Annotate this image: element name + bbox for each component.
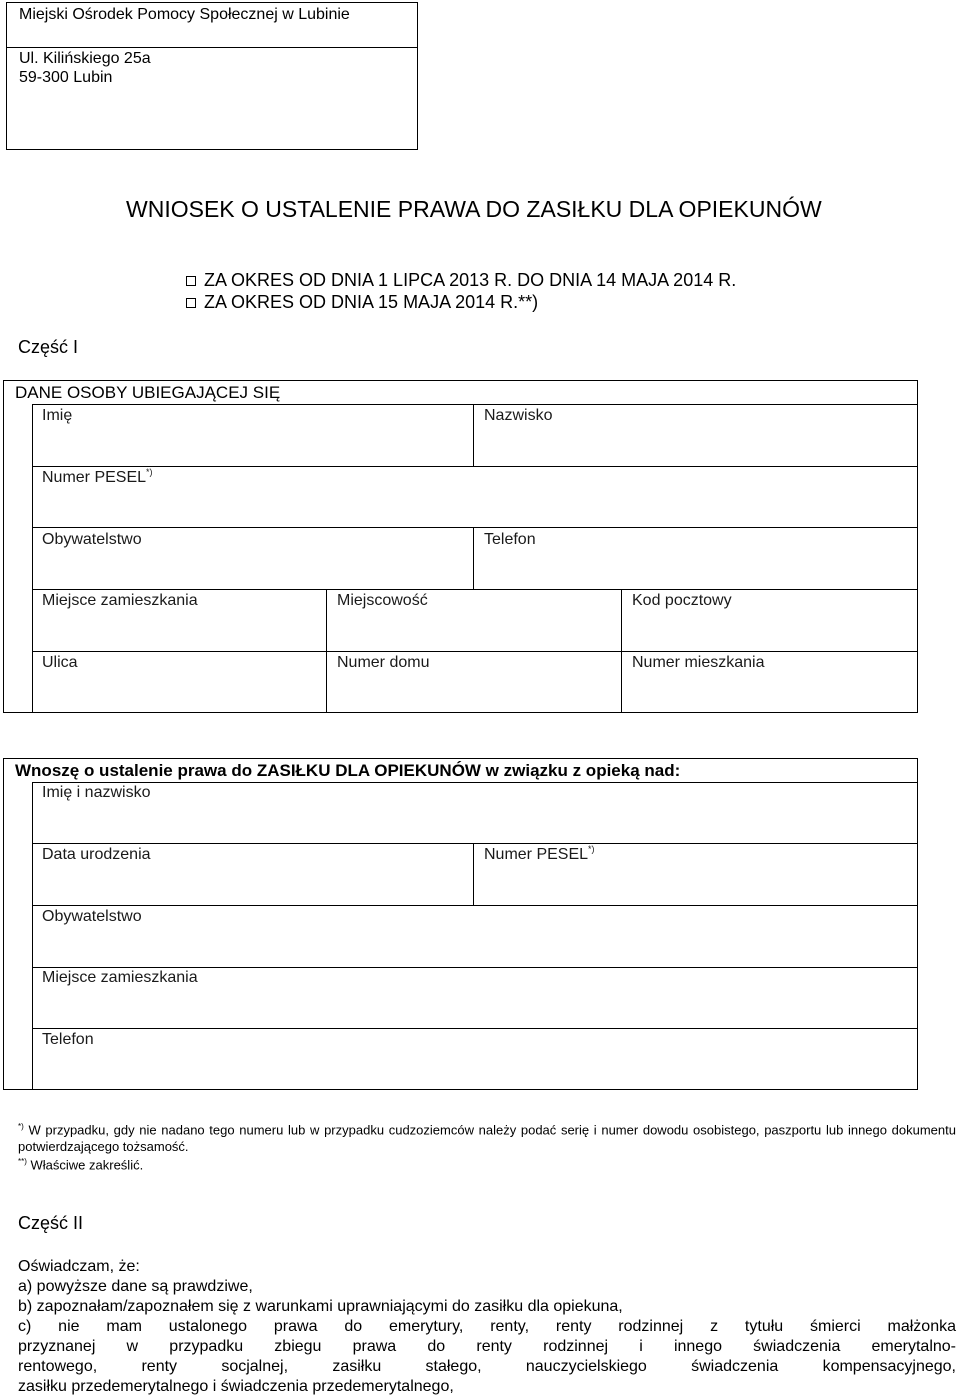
period-2-checkbox[interactable] [186,298,196,308]
declaration-item-b: b) zapoznałam/zapoznałem się z warunkami uprawniającymi do zasiłku dla opiekuna, [18,1298,623,1315]
field-phone[interactable]: Telefon [484,531,536,548]
care-field-birth-date[interactable]: Data urodzenia [42,846,151,863]
period-1-checkbox[interactable] [186,276,196,286]
field-house-number[interactable]: Numer domu [337,654,430,671]
period-2-label: ZA OKRES OD DNIA 15 MAJA 2014 R.**) [204,292,539,312]
institution-street: Ul. Kilińskiego 25a [19,50,151,67]
declaration-item-c-line4: zasiłku przedemerytalnego i świadczenia przedemerytalnego, [18,1378,454,1395]
part-2-heading: Część II [18,1213,84,1233]
field-locality[interactable]: Miejscowość [337,592,428,609]
field-residence[interactable]: Miejsce zamieszkania [42,592,198,609]
footnote-2: **) Właściwe zakreślić. [18,1157,144,1173]
declaration-item-c-line2: przyznanej w przypadku zbiegu prawa do renty rodzinnej i innego świadczenia emerytalno- [18,1338,956,1355]
field-pesel[interactable]: Numer PESEL*) [42,467,153,486]
field-last-name[interactable]: Nazwisko [484,407,553,424]
form-title: WNIOSEK O USTALENIE PRAWA DO ZASIŁKU DLA OPIEKUNÓW [126,196,822,222]
care-field-residence[interactable]: Miejsce zamieszkania [42,969,198,986]
footnote-1: *) W przypadku, gdy nie nadano tego numeru lub w przypadku cudzoziemców należy podać serię i numer dowodu osobistego, paszportu lub innego dokumentu potwierdzającego tożsamość. [18,1122,956,1155]
declaration-item-c-line3: rentowego, renty socjalnej, zasiłku stałego, nauczycielskiego świadczenia kompensacyjnego, [18,1358,956,1375]
period-1-label: ZA OKRES OD DNIA 1 LIPCA 2013 R. DO DNIA 14 MAJA 2014 R. [204,270,737,290]
declaration-intro: Oświadczam, że: [18,1258,140,1275]
part-1-heading: Część I [18,337,79,357]
care-field-phone[interactable]: Telefon [42,1031,94,1048]
stamp-divider [7,47,417,48]
applicant-section [3,380,918,713]
period-option-1[interactable] [186,270,736,291]
care-section [3,758,918,1090]
care-field-full-name[interactable]: Imię i nazwisko [42,784,151,801]
field-citizenship[interactable]: Obywatelstwo [42,531,142,548]
field-postal-code[interactable]: Kod pocztowy [632,592,732,609]
field-first-name[interactable]: Imię [42,407,73,424]
field-apartment-number[interactable]: Numer mieszkania [632,654,765,671]
declaration-item-c-line1: c) nie mam ustalonego prawa do emerytury, renty, renty rodzinnej z tytułu śmierci małżonka [18,1318,956,1335]
field-street[interactable]: Ulica [42,654,78,671]
institution-stamp-box [6,2,418,150]
period-option-2[interactable] [186,292,538,313]
declaration [18,1257,956,1397]
applicant-heading: DANE OSOBY UBIEGAJĄCEJ SIĘ [15,383,281,402]
declaration-item-a: a) powyższe dane są prawdziwe, [18,1278,253,1295]
care-field-pesel[interactable]: Numer PESEL*) [484,844,595,863]
institution-city: 59-300 Lubin [19,69,113,86]
institution-name: Miejski Ośrodek Pomocy Społecznej w Lubinie [19,6,350,23]
care-field-citizenship[interactable]: Obywatelstwo [42,908,142,925]
care-heading: Wnoszę o ustalenie prawa do ZASIŁKU DLA OPIEKUNÓW w związku z opieką nad: [15,761,681,780]
